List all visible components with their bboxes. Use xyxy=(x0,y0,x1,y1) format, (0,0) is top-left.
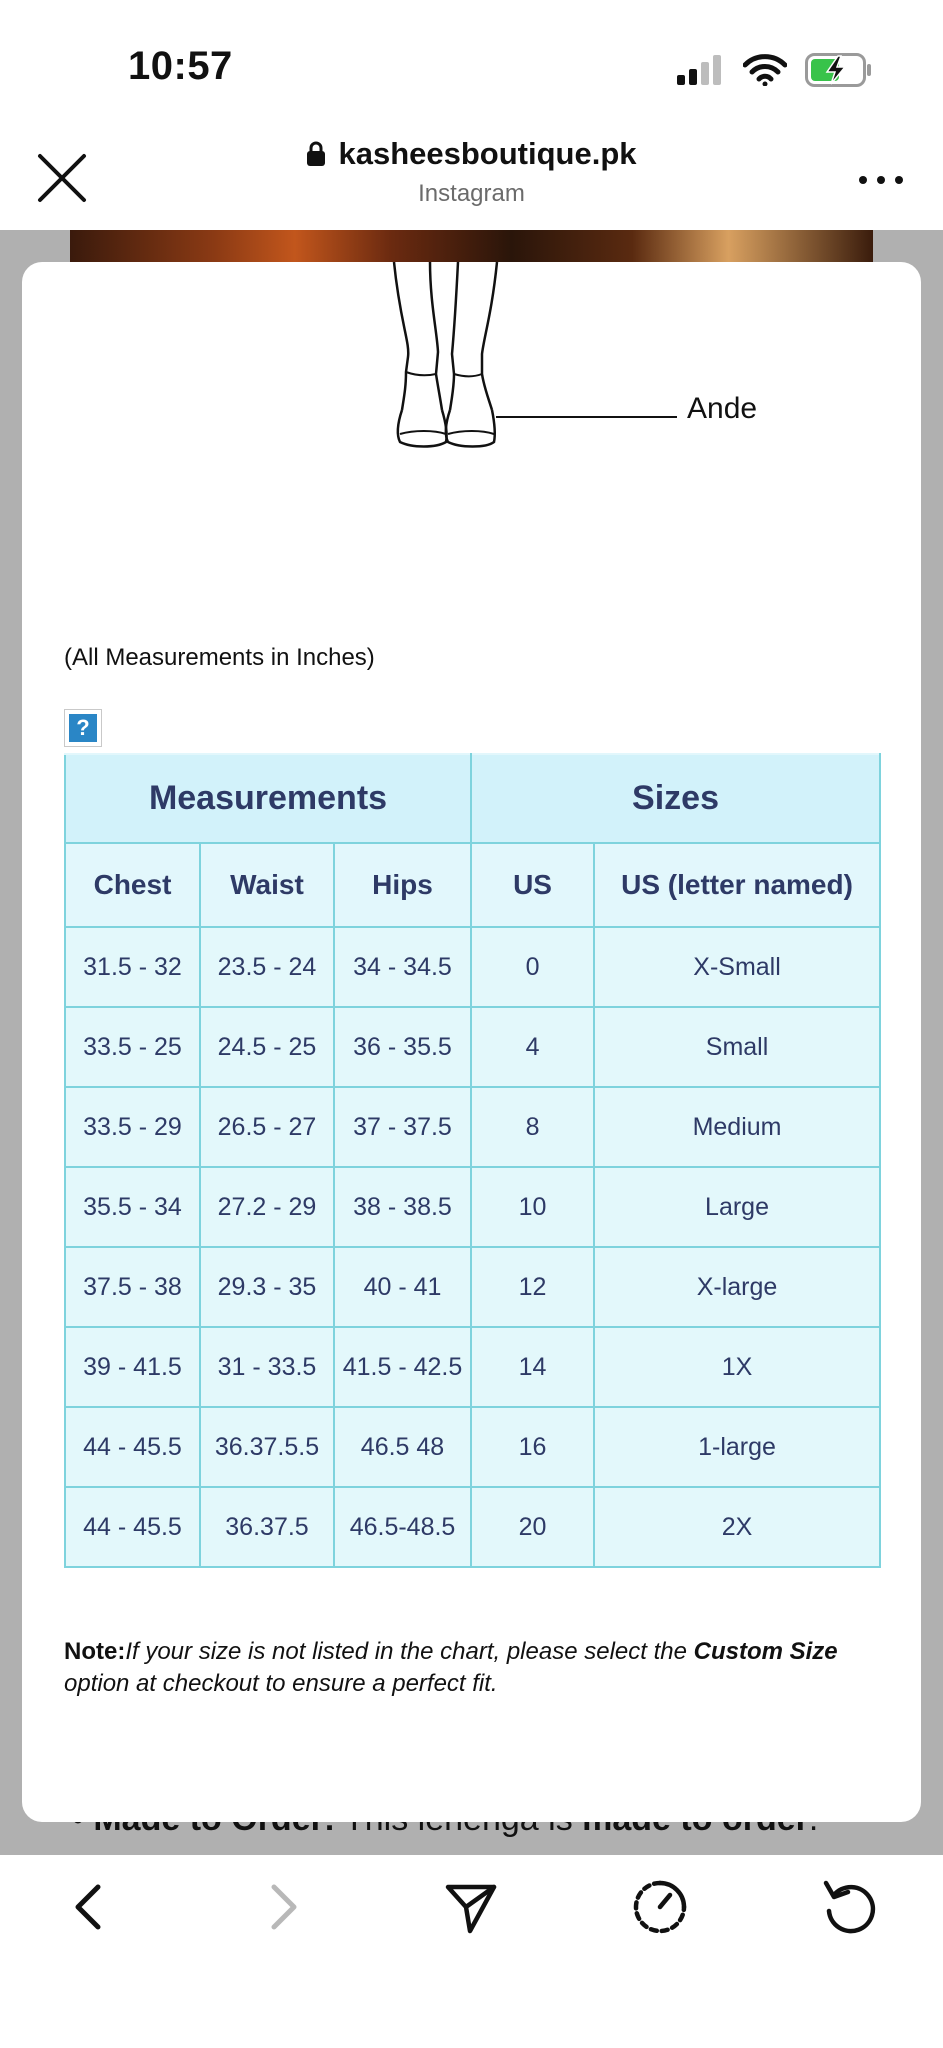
cell-waist: 36.37.5 xyxy=(200,1487,334,1567)
cell-waist: 24.5 - 25 xyxy=(200,1007,334,1087)
cell-hips: 41.5 - 42.5 xyxy=(334,1327,471,1407)
note-end: option at checkout to ensure a perfect fit. xyxy=(64,1670,498,1697)
cell-hips: 46.5-48.5 xyxy=(334,1487,471,1567)
size-guide-modal xyxy=(22,262,921,1822)
cell-us-size: 20 xyxy=(471,1487,594,1567)
table-row xyxy=(65,1167,880,1247)
table-row xyxy=(65,1247,880,1327)
forward-icon[interactable] xyxy=(252,1877,312,1937)
cell-waist: 29.3 - 35 xyxy=(200,1247,334,1327)
cell-us-size: 12 xyxy=(471,1247,594,1327)
cell-hips: 46.5 48 xyxy=(334,1407,471,1487)
cell-us-letter: X-large xyxy=(594,1247,880,1327)
group-header-measurements: Measurements xyxy=(65,754,471,843)
group-header-sizes: Sizes xyxy=(471,754,880,843)
cell-us-size: 16 xyxy=(471,1407,594,1487)
table-row xyxy=(65,1407,880,1487)
note-lead: Note: xyxy=(64,1638,126,1665)
cell-us-size: 10 xyxy=(471,1167,594,1247)
status-bar xyxy=(0,0,943,120)
more-icon[interactable] xyxy=(853,170,909,190)
status-icons xyxy=(677,48,873,92)
cell-us-size: 0 xyxy=(471,927,594,1007)
custom-size-note xyxy=(64,1636,894,1700)
cell-hips: 37 - 37.5 xyxy=(334,1087,471,1167)
note-emphasis: Custom Size xyxy=(693,1638,838,1665)
size-chart-table xyxy=(64,753,881,1568)
figure-label-ande: Ande xyxy=(687,392,758,425)
cell-chest: 39 - 41.5 xyxy=(65,1327,200,1407)
cell-us-letter: Large xyxy=(594,1167,880,1247)
column-header-chest: Chest xyxy=(65,843,200,927)
reload-icon[interactable] xyxy=(820,1877,880,1937)
wifi-icon xyxy=(743,54,787,86)
cell-hips: 38 - 38.5 xyxy=(334,1167,471,1247)
cell-chest: 44 - 45.5 xyxy=(65,1487,200,1567)
battery-charging-icon xyxy=(805,53,873,87)
cell-us-size: 8 xyxy=(471,1087,594,1167)
cell-chest: 33.5 - 29 xyxy=(65,1087,200,1167)
table-row xyxy=(65,927,880,1007)
cell-us-letter: 1X xyxy=(594,1327,880,1407)
cell-hips: 34 - 34.5 xyxy=(334,927,471,1007)
speed-icon[interactable] xyxy=(630,1877,690,1937)
browser-toolbar xyxy=(0,1855,943,2048)
cell-chest: 31.5 - 32 xyxy=(65,927,200,1007)
cell-hips: 40 - 41 xyxy=(334,1247,471,1327)
cell-chest: 37.5 - 38 xyxy=(65,1247,200,1327)
note-text: If your size is not listed in the chart, please select the xyxy=(125,1638,694,1665)
cellular-signal-icon xyxy=(677,55,725,85)
legs-illustration xyxy=(22,262,921,562)
cell-chest: 35.5 - 34 xyxy=(65,1167,200,1247)
units-note: (All Measurements in Inches) xyxy=(64,644,375,671)
cell-hips: 36 - 35.5 xyxy=(334,1007,471,1087)
back-icon[interactable] xyxy=(60,1877,120,1937)
table-row xyxy=(65,1327,880,1407)
cell-waist: 26.5 - 27 xyxy=(200,1087,334,1167)
column-header-waist: Waist xyxy=(200,843,334,927)
address-bar[interactable] xyxy=(0,136,943,208)
cell-waist: 36.37.5.5 xyxy=(200,1407,334,1487)
cell-waist: 23.5 - 24 xyxy=(200,927,334,1007)
cell-us-letter: 2X xyxy=(594,1487,880,1567)
cell-chest: 44 - 45.5 xyxy=(65,1407,200,1487)
browser-header xyxy=(0,120,943,230)
cell-chest: 33.5 - 25 xyxy=(65,1007,200,1087)
cell-us-size: 4 xyxy=(471,1007,594,1087)
table-row xyxy=(65,1087,880,1167)
lock-icon xyxy=(306,141,326,167)
column-header-us-letter: US (letter named) xyxy=(594,843,880,927)
column-header-us: US xyxy=(471,843,594,927)
cell-us-letter: X-Small xyxy=(594,927,880,1007)
cell-us-letter: Small xyxy=(594,1007,880,1087)
cell-waist: 31 - 33.5 xyxy=(200,1327,334,1407)
table-row xyxy=(65,1487,880,1567)
share-icon[interactable] xyxy=(440,1877,500,1937)
page-source: Instagram xyxy=(418,180,525,207)
cell-us-letter: 1-large xyxy=(594,1407,880,1487)
cell-waist: 27.2 - 29 xyxy=(200,1167,334,1247)
cell-us-letter: Medium xyxy=(594,1087,880,1167)
cell-us-size: 14 xyxy=(471,1327,594,1407)
column-header-hips: Hips xyxy=(334,843,471,927)
status-time: 10:57 xyxy=(128,44,233,88)
table-row xyxy=(65,1007,880,1087)
page-domain: kasheesboutique.pk xyxy=(338,136,637,171)
help-icon[interactable]: ? xyxy=(64,709,102,747)
